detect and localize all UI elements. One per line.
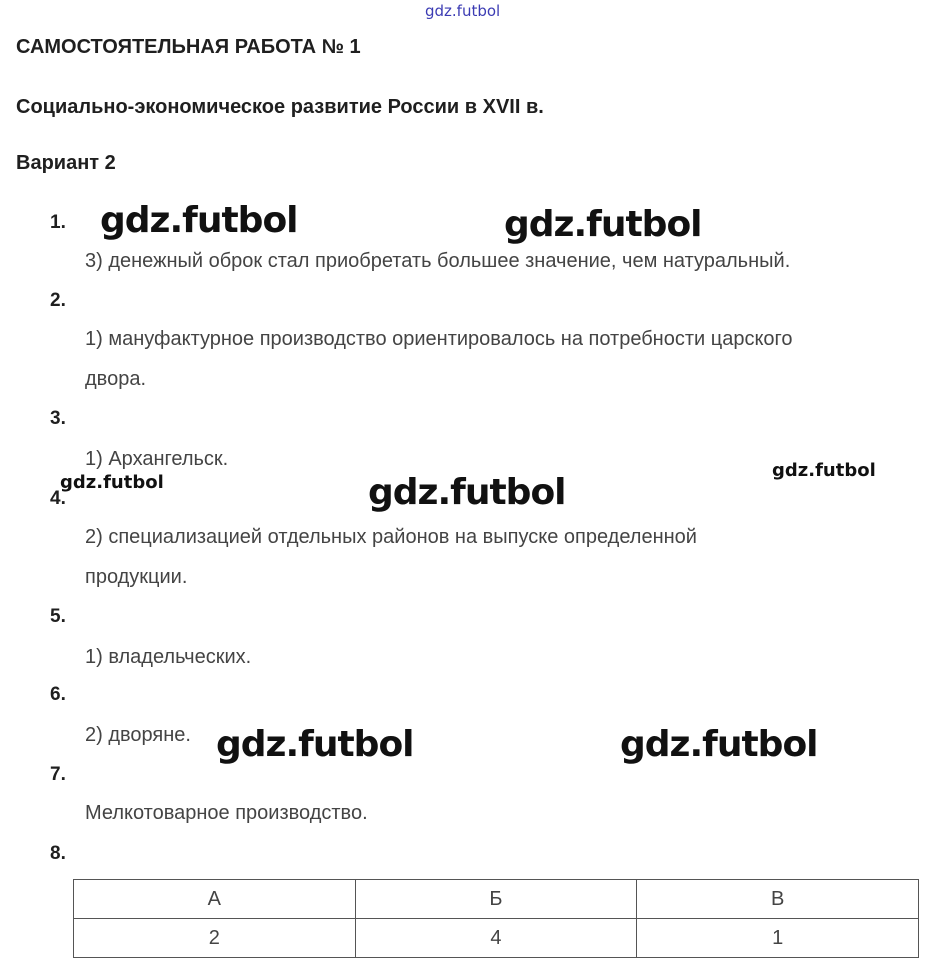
question-number-8: 8. [50,843,66,864]
table-header-cell: А [74,880,356,919]
question-number-6: 6. [50,684,66,705]
watermark: gdz.futbol [620,724,818,765]
answer-6-line-1: 2) дворяне. [85,724,191,746]
question-number-4: 4. [50,488,66,509]
watermark: gdz.futbol [368,472,566,513]
answer-4-line-1: 2) специализацией отдельных районов на выпуске определенной [85,526,697,548]
variant-label: Вариант 2 [16,152,116,174]
watermark: gdz.futbol [216,724,414,765]
table-row [74,919,919,958]
question-number-1: 1. [50,212,66,233]
page-title: САМОСТОЯТЕЛЬНАЯ РАБОТА № 1 [16,36,361,58]
table-cell: 1 [637,919,919,958]
table-cell: 2 [74,919,356,958]
answer-table [73,879,919,958]
watermark: gdz.futbol [100,200,298,241]
answer-5-line-1: 1) владельческих. [85,646,252,668]
watermark-top: gdz.futbol [425,2,501,20]
table-header-row [74,880,919,919]
watermark: gdz.futbol [60,472,164,493]
table-header-cell: В [637,880,919,919]
answer-1-line-1: 3) денежный оброк стал приобретать большее значение, чем натуральный. [85,250,791,272]
watermark: gdz.futbol [772,460,876,481]
answer-2-line-2: двора. [85,368,146,390]
table-header-cell: Б [355,880,637,919]
page-subtitle: Социально-экономическое развитие России в XVII в. [16,96,544,118]
answer-3-line-1: 1) Архангельск. [85,448,229,470]
table-cell: 4 [355,919,637,958]
answer-4-line-2: продукции. [85,566,188,588]
question-number-2: 2. [50,290,66,311]
question-number-7: 7. [50,764,66,785]
question-number-5: 5. [50,606,66,627]
question-number-3: 3. [50,408,66,429]
answer-7-line-1: Мелкотоварное производство. [85,802,368,824]
answer-2-line-1: 1) мануфактурное производство ориентировалось на потребности царского [85,328,793,350]
watermark: gdz.futbol [504,204,702,245]
